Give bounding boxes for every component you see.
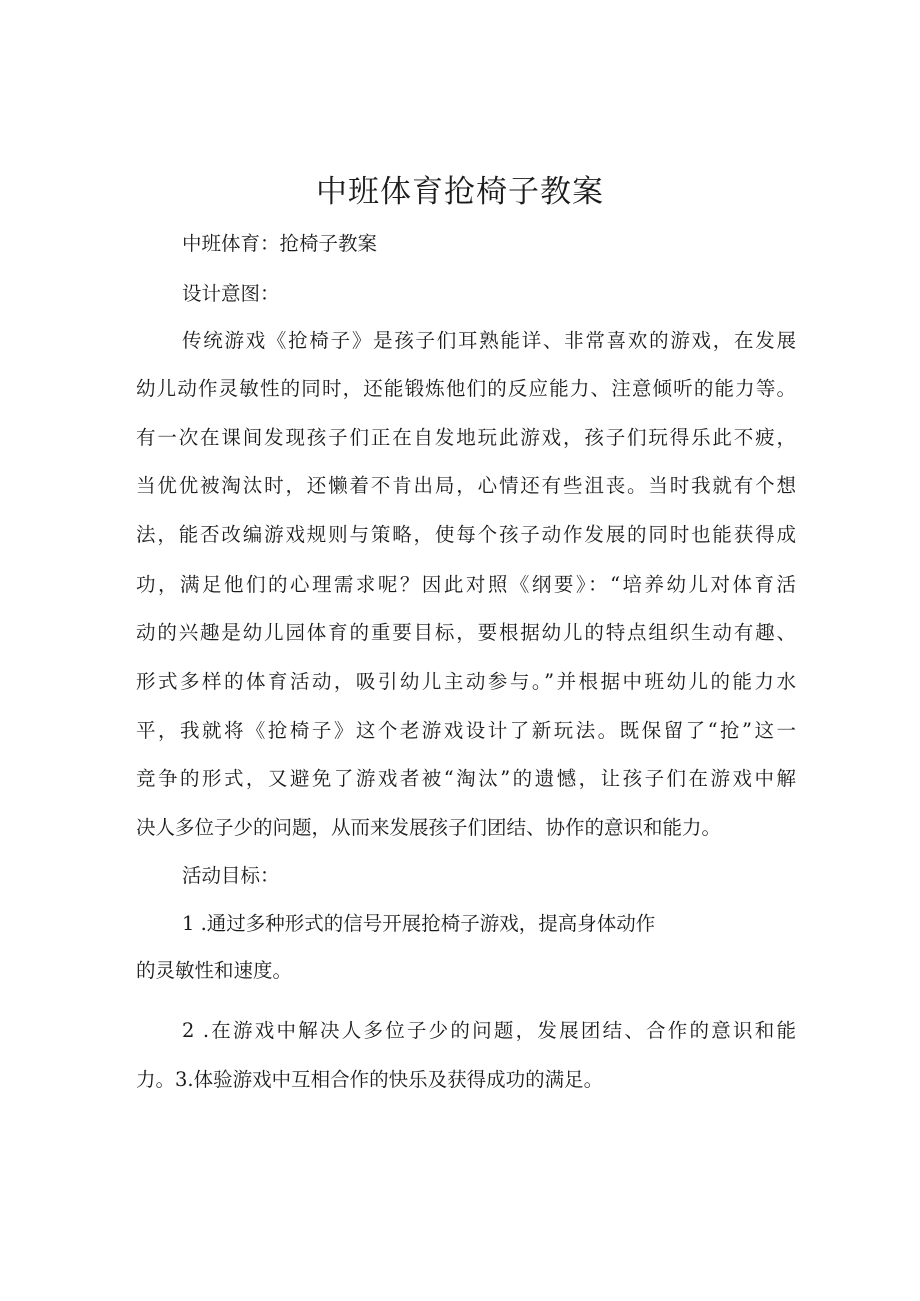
goal-1-line-1: 1 .通过多种形式的信号开展抢椅子游戏，提高身体动作 — [182, 912, 656, 935]
design-line: 决人多位子少的问题，从而来发展孩子们团结、协作的意识和能力。 — [136, 816, 722, 839]
design-line: 功，满足他们的心理需求呢？因此对照《纲要》：“培养幼儿对体育活 — [136, 573, 796, 596]
design-line: 传统游戏《抢椅子》是孩子们耳熟能详、非常喜欢的游戏，在发展 — [182, 329, 796, 352]
design-line: 形式多样的体育活动，吸引幼儿主动参与。”并根据中班幼儿的能力水 — [136, 670, 796, 693]
goal-2-line-2: 力。3.体验游戏中互相合作的快乐及获得成功的满足。 — [136, 1068, 604, 1091]
design-line: 法，能否改编游戏规则与策略，使每个孩子动作发展的同时也能获得成 — [136, 523, 796, 546]
design-line: 竞争的形式，又避免了游戏者被“淘汰”的遗憾，让孩子们在游戏中解 — [136, 767, 796, 790]
document-title: 中班体育抢椅子教案 — [316, 174, 604, 210]
design-line: 有一次在课间发现孩子们正在自发地玩此游戏，孩子们玩得乐此不疲， — [136, 426, 796, 449]
design-line: 当优优被淘汰时，还懒着不肯出局，心情还有些沮丧。当时我就有个想 — [136, 474, 796, 497]
design-line: 动的兴趣是幼儿园体育的重要目标，要根据幼儿的特点组织生动有趣、 — [136, 621, 796, 644]
goal-1-line-2: 的灵敏性和速度。 — [136, 959, 293, 982]
goal-2-line-1: 2 .在游戏中解决人多位子少的问题，发展团结、合作的意识和能 — [182, 1019, 796, 1042]
subtitle: 中班体育：抢椅子教案 — [182, 232, 378, 255]
design-line: 平，我就将《抢椅子》这个老游戏设计了新玩法。既保留了“抢”这一 — [136, 719, 796, 742]
goals-heading: 活动目标： — [182, 864, 280, 887]
design-heading: 设计意图： — [182, 282, 280, 305]
design-line: 幼儿动作灵敏性的同时，还能锻炼他们的反应能力、注意倾听的能力等。 — [136, 377, 796, 400]
